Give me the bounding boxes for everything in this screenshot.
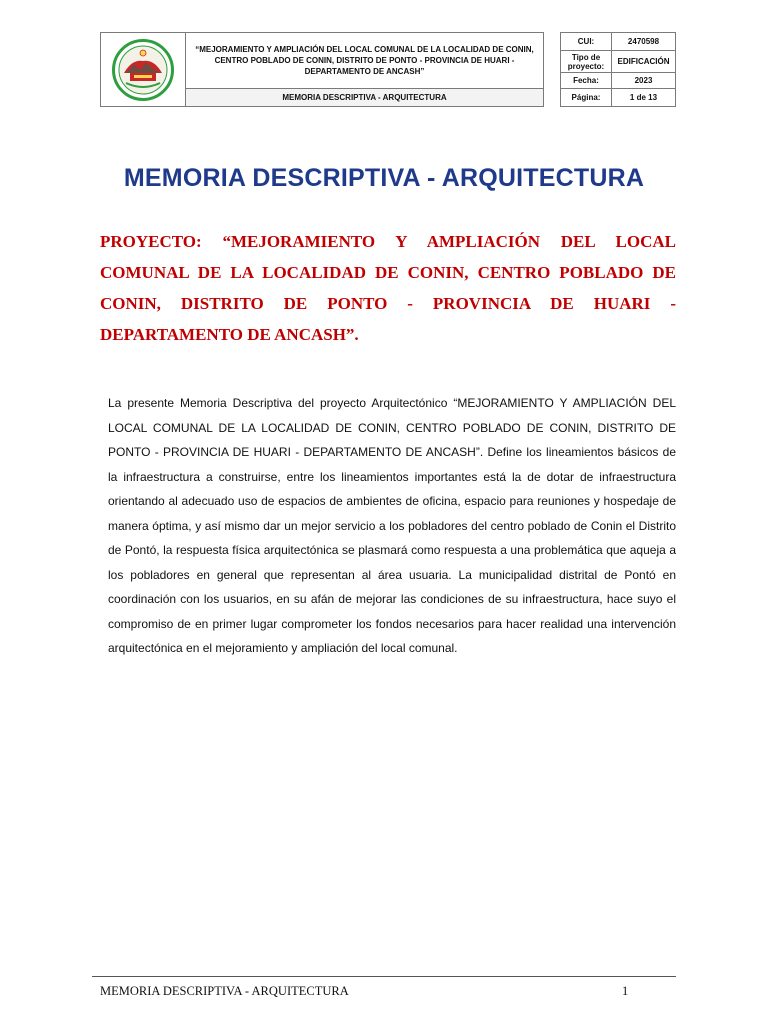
- tipo-label: Tipo de proyecto:: [561, 51, 612, 73]
- footer-document-name: MEMORIA DESCRIPTIVA - ARQUITECTURA: [100, 984, 349, 998]
- footer-divider: [92, 976, 676, 977]
- project-heading: PROYECTO: “MEJORAMIENTO Y AMPLIACIÓN DEL LOCAL COMUNAL DE LA LOCALIDAD DE CONIN, CENTRO POBLADO DE CONIN, DISTRITO DE PONTO - PROVINCIA DE HUARI - DEPARTAMENTO DE ANCASH”.: [100, 232, 676, 344]
- fecha-value: 2023: [612, 73, 676, 89]
- pagina-label: Página:: [561, 89, 612, 107]
- header-document-name: MEMORIA DESCRIPTIVA - ARQUITECTURA: [186, 89, 544, 107]
- header-spacer: [544, 33, 561, 107]
- footer-page-number: 1: [622, 984, 629, 998]
- cui-label: CUI:: [561, 33, 612, 51]
- pagina-value: 1 de 13: [612, 89, 676, 107]
- header-project-title: “MEJORAMIENTO Y AMPLIACIÓN DEL LOCAL COMUNAL DE LA LOCALIDAD DE CONIN, CENTRO POBLADO DE CONIN, DISTRITO DE PONTO - PROVINCIA DE HUARI - DEPARTAMENTO DE ANCASH”: [186, 33, 544, 89]
- logo-cell: [101, 33, 186, 107]
- municipal-seal-icon: [112, 39, 174, 101]
- fecha-label: Fecha:: [561, 73, 612, 89]
- tipo-value: EDIFICACIÓN: [612, 51, 676, 73]
- document-header: [100, 32, 676, 107]
- cui-value: 2470598: [612, 33, 676, 51]
- page-title: MEMORIA DESCRIPTIVA - ARQUITECTURA: [123, 164, 645, 192]
- body-paragraph: La presente Memoria Descriptiva del proyecto Arquitectónico “MEJORAMIENTO Y AMPLIACIÓN DEL LOCAL COMUNAL DE LA LOCALIDAD DE CONIN, CENTRO POBLADO DE CONIN, DISTRITO DE PONTO - PROVINCIA DE HUARI - DEPARTAMENTO DE ANCASH”. Define los lineamientos básicos de la infraestructura a construirse, entre los lineamientos importantes está la de dotar de infraestructura orientando al adecuado uso de espacios de ambientes de oficina, espacio para reuniones y hospedaje de manera óptima, y así mismo dar un mejor servicio a los pobladores del centro poblado de Conin el Distrito de Pontó, la respuesta física arquitectónica se plasmará como respuesta a una problemática que aqueja a los pobladores en general que representan al área usuaria. La municipalidad distrital de Pontó en coordinación con los usuarios, en su afán de mejorar las condiciones de su infraestructura, hace suyo el compromiso de en primer lugar comprometer los fondos necesarios para hacer realidad una intervención arquitectónica en el mejoramiento y ampliación del local comunal.: [108, 396, 676, 655]
